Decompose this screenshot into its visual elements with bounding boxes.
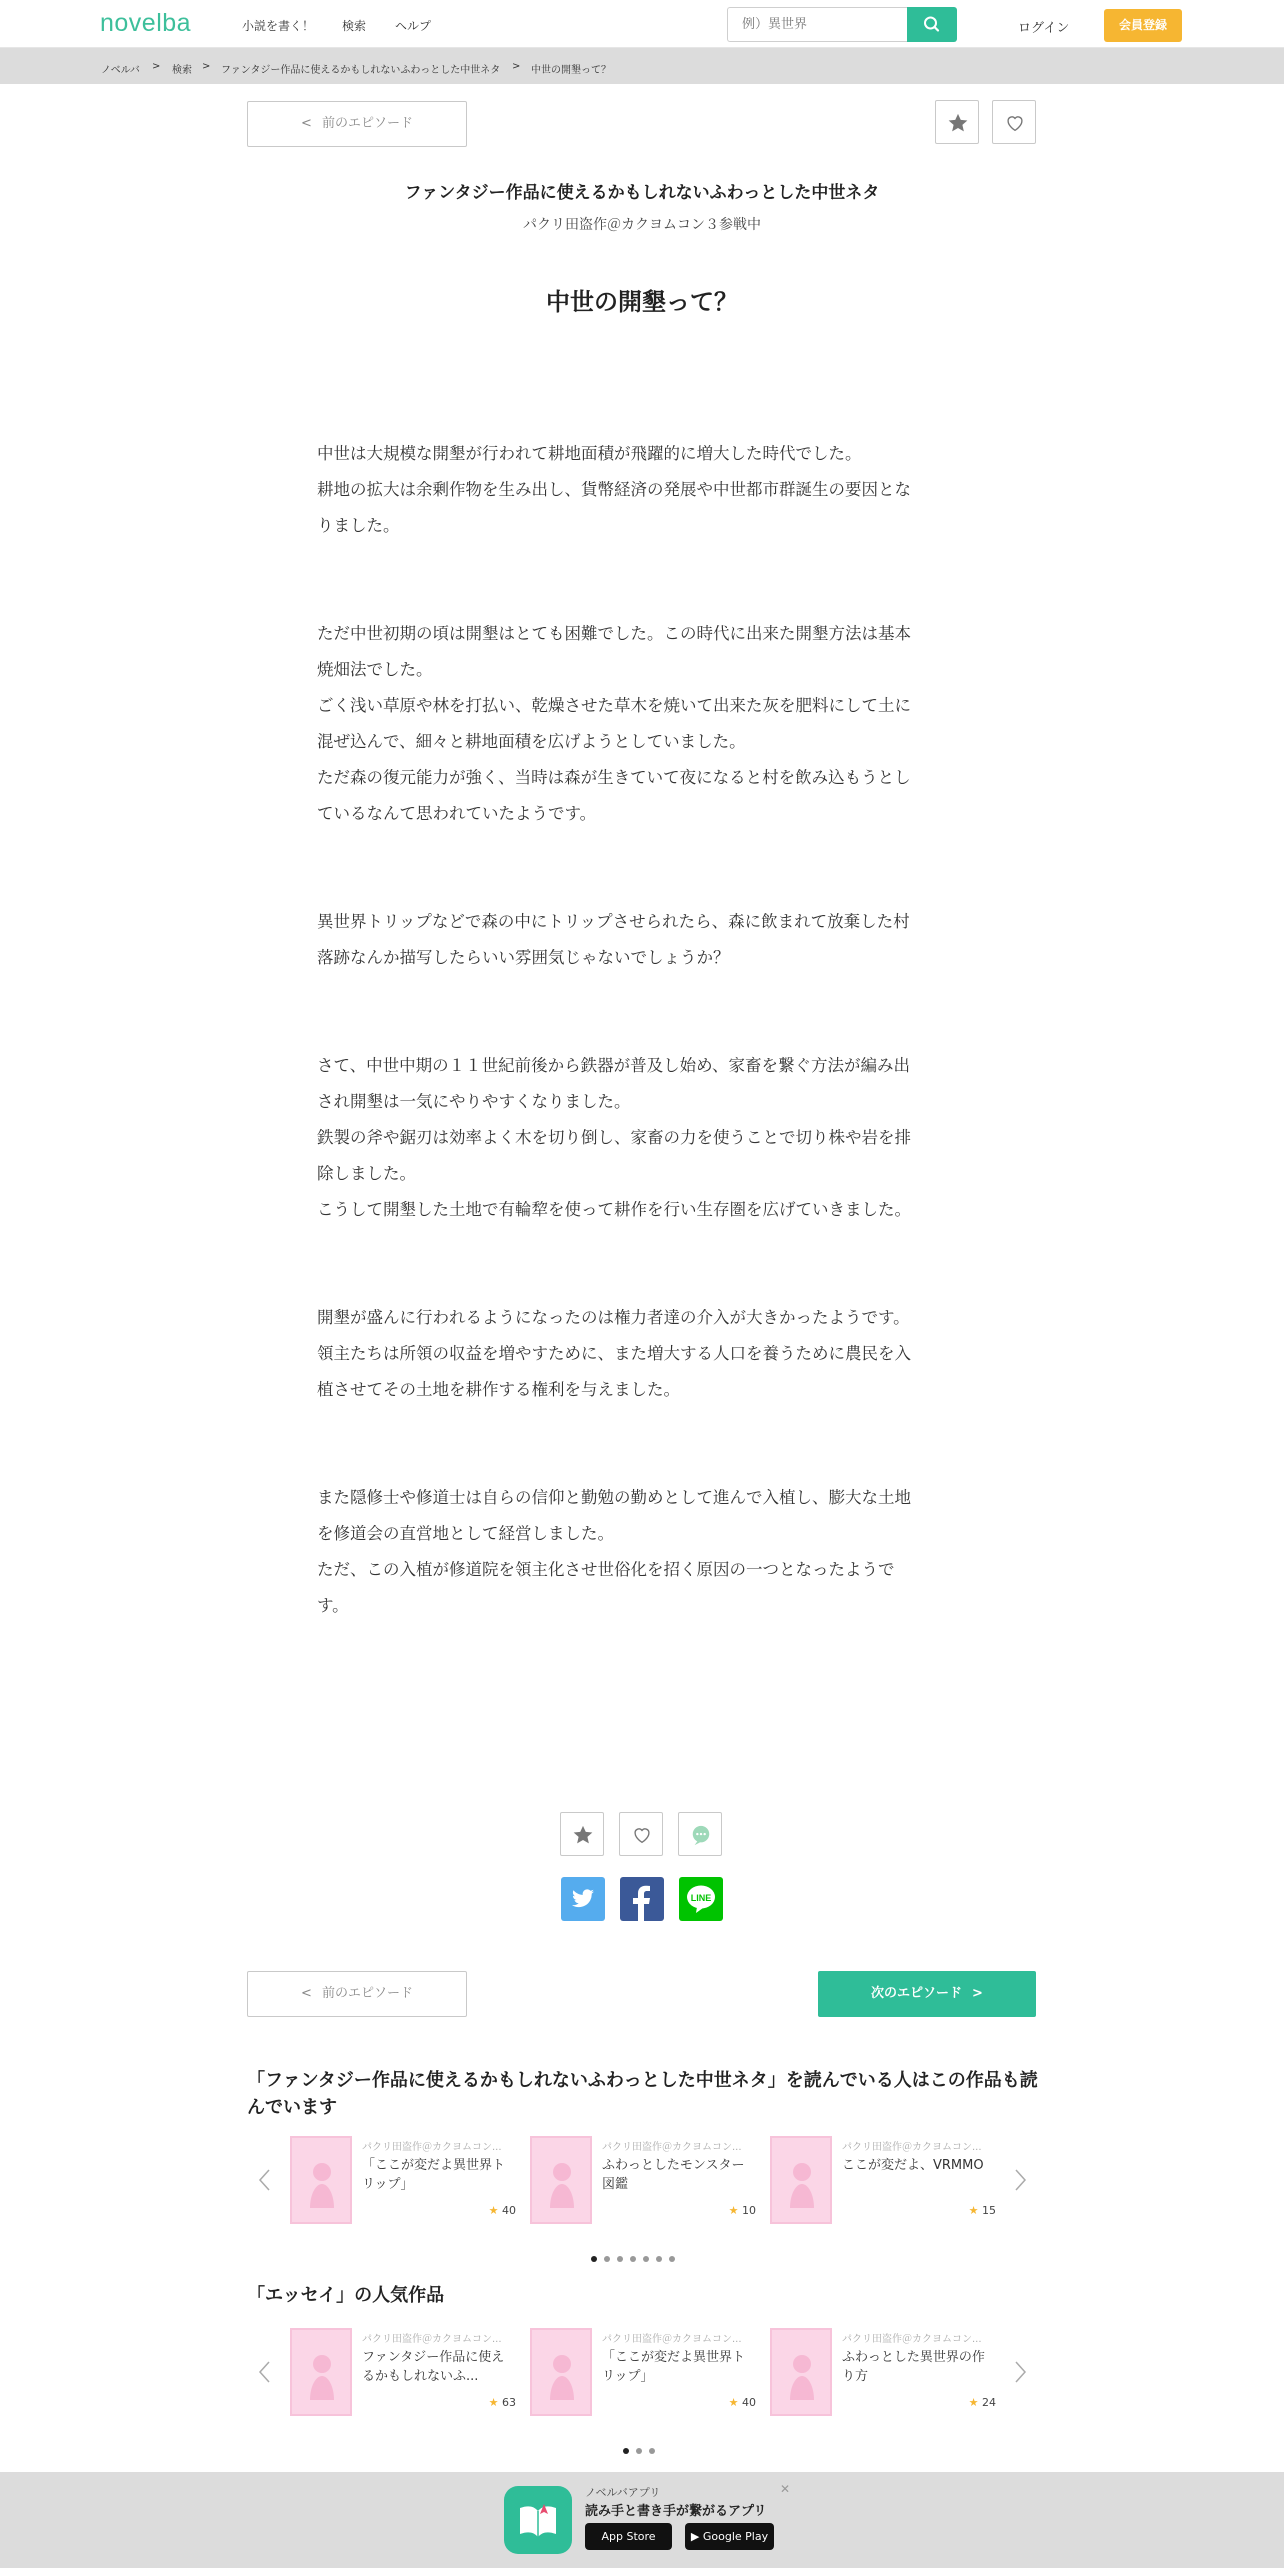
popular-card[interactable] (530, 2328, 760, 2418)
body-line: ただ、この入植が修道院を領主化させ世俗化を招く原因の一つとなったようで (317, 1560, 895, 1579)
site-logo[interactable]: novelba (100, 9, 192, 37)
pagination-dot[interactable] (669, 2256, 675, 2262)
pagination-dot[interactable] (617, 2256, 623, 2262)
card-title: ここが変だよ、VRMMO (842, 2158, 984, 2173)
breadcrumb-current: 中世の開墾って？ (531, 65, 611, 76)
site-header (0, 0, 1284, 48)
book-cover-thumbnail (290, 2328, 352, 2416)
pagination-dot[interactable] (630, 2256, 636, 2262)
card-title: ファンタジー作品に使えるかもしれないふ... (362, 2350, 505, 2384)
book-cover-thumbnail (770, 2328, 832, 2416)
card-title: ふわっとしたモンスター図鑑 (602, 2158, 745, 2192)
book-icon (504, 2486, 572, 2554)
body-line: また隠修士や修道士は自らの信仰と勤勉の勤めとして進んで入植し、膨大な土地 (317, 1488, 911, 1507)
card-star-count (489, 2396, 516, 2409)
star-count: 24 (982, 2396, 996, 2409)
line-icon (679, 1877, 723, 1921)
episode-title: 中世の開墾って？ (546, 288, 738, 316)
star-icon: ★ (488, 2396, 502, 2409)
search-icon (907, 7, 957, 42)
related-card[interactable] (770, 2136, 1000, 2226)
search-input[interactable] (727, 7, 907, 42)
carousel-pagination[interactable] (623, 2439, 662, 2447)
star-count: 10 (742, 2204, 756, 2217)
pagination-dot[interactable] (623, 2448, 629, 2454)
book-cover-thumbnail (290, 2136, 352, 2224)
card-title: 「ここが変だよ異世界トリップ」 (602, 2350, 746, 2384)
star-icon: ★ (968, 2396, 982, 2409)
app-store-label: App Store (601, 2530, 656, 2543)
favorite-button[interactable] (992, 100, 1036, 144)
body-line: ごく浅い草原や林を打払い、乾燥させた草木を焼いて出来た灰を肥料にして土に (317, 696, 911, 715)
popular-card[interactable] (290, 2328, 520, 2418)
body-line: 落跡なんか描写したらいい雰囲気じゃないでしょうか？ (317, 948, 730, 967)
login-link[interactable]: ログイン (1018, 21, 1070, 36)
breadcrumb-separator: > (202, 61, 211, 72)
pagination-dot[interactable] (649, 2448, 655, 2454)
star-icon: ★ (488, 2204, 502, 2217)
pagination-dot[interactable] (636, 2448, 642, 2454)
facebook-share-button[interactable] (620, 1877, 664, 1921)
pagination-dot[interactable] (591, 2256, 597, 2262)
google-play-badge[interactable] (685, 2523, 774, 2550)
google-play-label: Google Play (702, 2530, 769, 2543)
chevron-left-icon: < (301, 1986, 312, 2001)
body-line: りました。 (317, 516, 400, 535)
svg-text:LINE: LINE (690, 1893, 712, 1903)
body-line: 焼畑法でした。 (317, 660, 433, 679)
prev-episode-label: 前のエピソード (321, 116, 413, 131)
card-author: パクリ田盗作＠カクヨムコン... (362, 2142, 502, 2153)
breadcrumb-separator: > (512, 61, 521, 72)
heart-icon (631, 1824, 653, 1846)
bookmark-button-bottom[interactable] (560, 1812, 604, 1856)
chevron-right-icon: > (972, 1986, 983, 2001)
next-episode-button[interactable] (818, 1971, 1036, 2017)
person-silhouette-icon (292, 2330, 350, 2414)
chevron-left-icon[interactable] (255, 2357, 275, 2387)
person-silhouette-icon (292, 2138, 350, 2222)
related-section-title: 「ファンタジー作品に使えるかもしれないふわっとした中世ネタ」を読んでいる人はこの作品も読んでいます (247, 2070, 1038, 2118)
breadcrumb-home[interactable]: ノベルバ (101, 65, 140, 76)
star-icon (572, 1824, 594, 1846)
app-banner (0, 2472, 1284, 2568)
person-silhouette-icon (532, 2138, 590, 2222)
nav-search[interactable]: 検索 (342, 19, 367, 33)
body-line: され開墾は一気にやりやすくなりました。 (317, 1092, 631, 1111)
person-silhouette-icon (532, 2330, 590, 2414)
card-author: パクリ田盗作＠カクヨムコン... (842, 2334, 982, 2345)
breadcrumb (0, 48, 1284, 84)
star-count: 15 (982, 2204, 996, 2217)
body-line: さて、中世中期の１１世紀前後から鉄器が普及し始め、家畜を繋ぐ方法が編み出 (317, 1056, 911, 1075)
work-title[interactable]: ファンタジー作品に使えるかもしれないふわっとした中世ネタ (404, 183, 880, 203)
popular-card[interactable] (770, 2328, 1000, 2418)
book-cover-thumbnail (770, 2136, 832, 2224)
popular-section-title: 「エッセイ」の人気作品 (247, 2285, 445, 2306)
chevron-right-icon[interactable] (1010, 2165, 1030, 2195)
person-silhouette-icon (772, 2330, 830, 2414)
pagination-dot[interactable] (656, 2256, 662, 2262)
body-line: 領主たちは所領の収益を増やすために、また増大する人口を養うために農民を入 (317, 1344, 911, 1363)
body-line: す。 (317, 1596, 349, 1615)
body-line: ただ中世初期の頃は開墾はとても困難でした。この時代に出来た開墾方法は基本 (317, 624, 911, 643)
star-icon: ★ (728, 2396, 742, 2409)
body-line: 中世は大規模な開墾が行われて耕地面積が飛躍的に増大した時代でした。 (317, 444, 862, 463)
card-title: ふわっとした異世界の作り方 (842, 2350, 985, 2384)
card-title: 「ここが変だよ異世界トリップ」 (362, 2158, 506, 2192)
body-line: こうして開墾した土地で有輪犂を使って耕作を行い生存圏を広げていきました。 (317, 1200, 911, 1219)
line-share-button[interactable] (679, 1877, 723, 1921)
related-card[interactable] (530, 2136, 760, 2226)
card-star-count (489, 2204, 516, 2217)
star-count: 40 (742, 2396, 756, 2409)
app-tagline: 読み手と書き手が繋がるアプリ (585, 2504, 767, 2519)
breadcrumb-search[interactable]: 検索 (172, 65, 192, 76)
pagination-dot[interactable] (643, 2256, 649, 2262)
play-icon: ▶ (690, 2530, 700, 2543)
comment-button[interactable] (678, 1812, 722, 1856)
comment-icon (690, 1824, 712, 1846)
next-episode-label: 次のエピソード (871, 1986, 963, 2001)
body-line: 開墾が盛んに行われるようになったのは権力者達の介入が大きかったようです。 (317, 1308, 910, 1327)
search-button[interactable] (907, 7, 957, 42)
twitter-icon (561, 1877, 605, 1921)
body-line: 鉄製の斧や鋸刃は効率よく木を切り倒し、家畜の力を使うことで切り株や岩を排 (317, 1128, 911, 1147)
author-name[interactable]: パクリ田盗作＠カクヨムコン３参戦中 (523, 217, 761, 233)
card-author: パクリ田盗作＠カクヨムコン... (602, 2334, 742, 2345)
chevron-left-icon[interactable] (255, 2165, 275, 2195)
card-star-count (969, 2396, 996, 2409)
chevron-right-icon[interactable] (1010, 2357, 1030, 2387)
body-line: 除しました。 (317, 1164, 416, 1183)
star-icon (947, 112, 969, 134)
prev-episode-button-bottom[interactable] (247, 1971, 467, 2017)
person-silhouette-icon (772, 2138, 830, 2222)
close-icon[interactable]: ✕ (780, 2482, 791, 2496)
card-author: パクリ田盗作＠カクヨムコン... (842, 2142, 982, 2153)
carousel-pagination[interactable] (591, 2247, 682, 2255)
twitter-share-button[interactable] (561, 1877, 605, 1921)
body-line: 混ぜ込んで、細々と耕地面積を広げようとしていました。 (317, 732, 746, 751)
related-card[interactable] (290, 2136, 520, 2226)
app-store-badge[interactable] (585, 2523, 672, 2550)
breadcrumb-work[interactable]: ファンタジー作品に使えるかもしれないふわっとした中世ネタ (221, 65, 501, 76)
star-count: 63 (502, 2396, 516, 2409)
pagination-dot[interactable] (604, 2256, 610, 2262)
heart-icon (1004, 112, 1026, 134)
book-cover-thumbnail (530, 2136, 592, 2224)
nav-write[interactable]: 小説を書く！ (242, 19, 315, 33)
card-star-count (729, 2396, 756, 2409)
card-star-count (969, 2204, 996, 2217)
body-line: を修道会の直営地として経営しました。 (317, 1524, 614, 1543)
card-star-count (729, 2204, 756, 2217)
body-line: ただ森の復元能力が強く、当時は森が生きていて夜になると村を飲み込もうとし (317, 768, 911, 787)
nav-help[interactable]: ヘルプ (395, 19, 432, 33)
breadcrumb-separator: > (152, 61, 161, 72)
register-button[interactable]: 会員登録 (1104, 9, 1182, 42)
star-count: 40 (502, 2204, 516, 2217)
body-line: 異世界トリップなどで森の中にトリップさせられたら、森に飲まれて放棄した村 (317, 912, 910, 931)
facebook-icon (620, 1877, 664, 1921)
body-line: 植させてその土地を耕作する権利を与えました。 (317, 1380, 680, 1399)
body-line: 耕地の拡大は余剰作物を生み出し、貨幣経済の発展や中世都市群誕生の要因とな (317, 480, 911, 499)
card-author: パクリ田盗作＠カクヨムコン... (362, 2334, 502, 2345)
bookmark-button[interactable] (935, 100, 979, 144)
star-icon: ★ (968, 2204, 982, 2217)
card-author: パクリ田盗作＠カクヨムコン... (602, 2142, 742, 2153)
prev-episode-label: 前のエピソード (321, 1986, 413, 2001)
favorite-button-bottom[interactable] (619, 1812, 663, 1856)
star-icon: ★ (728, 2204, 742, 2217)
book-cover-thumbnail (530, 2328, 592, 2416)
app-name: ノベルバアプリ (585, 2486, 661, 2499)
novelba-app-icon[interactable] (504, 2486, 572, 2554)
body-line: ているなんて思われていたようです。 (317, 804, 597, 823)
prev-episode-button[interactable] (247, 101, 467, 147)
chevron-left-icon: < (301, 116, 312, 131)
